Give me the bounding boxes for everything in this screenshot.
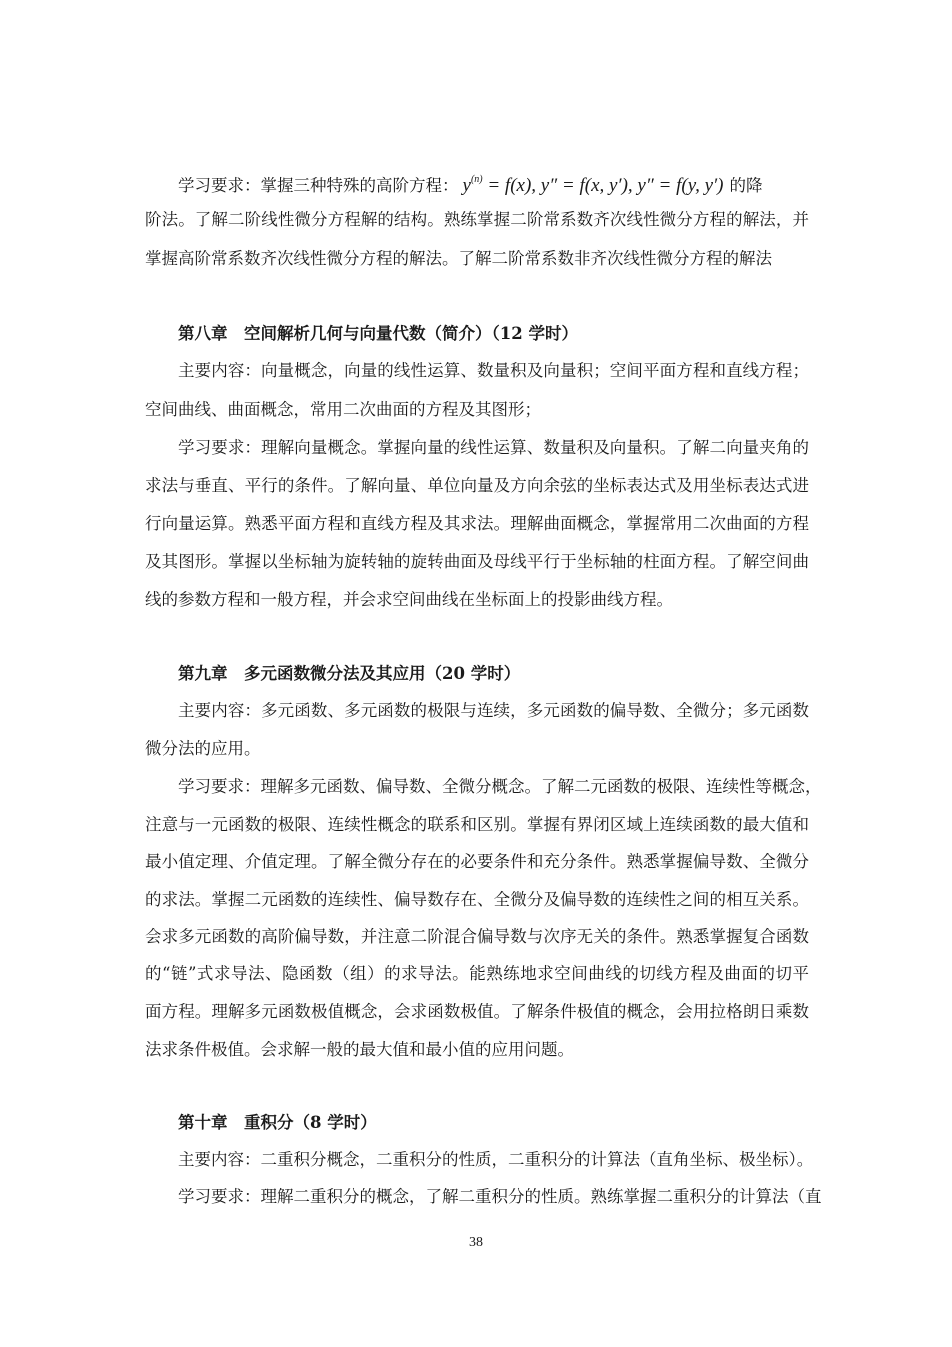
- line-text: 学习要求：掌握三种特殊的高阶方程：: [178, 176, 459, 195]
- paragraph-line: 会求多元函数的高阶偏导数，并注意二阶混合偏导数与次序无关的条件。熟悉掌握复合函数: [145, 927, 809, 946]
- chapter-heading: 第八章 空间解析几何与向量代数（简介）（12 学时）: [178, 324, 578, 343]
- paragraph-line: 空间曲线、曲面概念，常用二次曲面的方程及其图形；: [145, 400, 541, 419]
- paragraph-line: 行向量运算。熟悉平面方程和直线方程及其求法。理解曲面概念，掌握常用二次曲面的方程: [145, 514, 809, 533]
- paragraph-line: 主要内容：二重积分概念，二重积分的性质，二重积分的计算法（直角坐标、极坐标）。: [178, 1150, 814, 1169]
- line-text: 的降: [729, 176, 763, 195]
- paragraph-line: 微分法的应用。: [145, 739, 261, 758]
- paragraph-line: 的“链”式求导法、隐函数（组）的求导法。能熟练地求空间曲线的切线方程及曲面的切平: [145, 964, 809, 983]
- paragraph-line: 面方程。理解多元函数极值概念，会求函数极值。了解条件极值的概念，会用拉格朗日乘数: [145, 1002, 809, 1021]
- paragraph-line: 阶法。了解二阶线性微分方程解的结构。熟练掌握二阶常系数齐次线性微分方程的解法，并: [145, 210, 809, 229]
- paragraph-line: 学习要求：理解向量概念。掌握向量的线性运算、数量积及向量积。了解二向量夹角的: [178, 438, 809, 457]
- page-number: 38: [469, 1235, 483, 1250]
- formula: [463, 175, 724, 196]
- paragraph-line: 注意与一元函数的极限、连续性概念的联系和区别。掌握有界闭区域上连续函数的最大值和: [145, 815, 809, 834]
- paragraph-line: 最小值定理、介值定理。了解全微分存在的必要条件和充分条件。熟悉掌握偏导数、全微分: [145, 852, 809, 871]
- paragraph-line: 掌握高阶常系数齐次线性微分方程的解法。了解二阶常系数非齐次线性微分方程的解法: [145, 249, 772, 268]
- paragraph-line: 线的参数方程和一般方程，并会求空间曲线在坐标面上的投影曲线方程。: [145, 590, 673, 609]
- chapter-heading: 第九章 多元函数微分法及其应用（20 学时）: [178, 664, 521, 683]
- paragraph-line: 法求条件极值。会求解一般的最大值和最小值的应用问题。: [145, 1040, 574, 1059]
- paragraph-line: [178, 168, 809, 198]
- paragraph-line: 及其图形。掌握以坐标轴为旋转轴的旋转曲面及母线平行于坐标轴的柱面方程。了解空间曲: [145, 552, 809, 571]
- paragraph-line: 主要内容：多元函数、多元函数的极限与连续，多元函数的偏导数、全微分；多元函数: [178, 701, 809, 720]
- chapter-heading: 第十章 重积分（8 学时）: [178, 1113, 377, 1132]
- paragraph-line: 主要内容：向量概念，向量的线性运算、数量积及向量积；空间平面方程和直线方程；: [178, 361, 809, 380]
- paragraph-line: 的求法。掌握二元函数的连续性、偏导数存在、全微分及偏导数的连续性之间的相互关系。: [145, 890, 809, 909]
- formula-base: y: [462, 175, 471, 196]
- paragraph-line: 学习要求：理解二重积分的概念，了解二重积分的性质。熟练掌握二重积分的计算法（直: [178, 1187, 822, 1206]
- paragraph-line: 求法与垂直、平行的条件。了解向量、单位向量及方向余弦的坐标表达式及用坐标表达式进: [145, 476, 809, 495]
- paragraph-line: 学习要求：理解多元函数、偏导数、全微分概念。了解二元函数的极限、连续性等概念，: [178, 777, 822, 796]
- formula-superscript: (n): [470, 174, 483, 185]
- formula-body: = f(x), y″ = f(x, y′), y″ = f(y, y′): [482, 175, 724, 196]
